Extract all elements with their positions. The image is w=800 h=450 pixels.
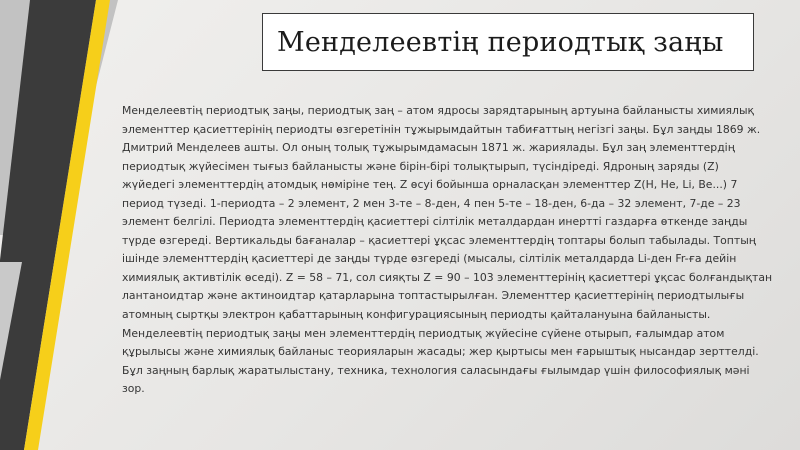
slide-title: Менделеевтің периодтық заңы xyxy=(277,26,724,58)
title-box xyxy=(262,13,754,71)
slide-body-text: Менделеевтің периодтық заңы, периодтық заң – атом ядросы зарядтарының артуына байланысты химиялық элементтер қасиеттерінің периодты өзгеретінін тұжырымдайтын табиғаттың негізгі заңы. Бұл заңды 1869 ж. Дмитрий Менделеев ашты. Ол оның толық тұжырымдамасын 1871 ж. жариялады. Бұл заң элементтердің периодтық жүйесімен тығыз байланысты және бірін-бірі толықтырып, түсіндіреді. Ядроның заряды (Z) жүйедегі элементтердің атомдық нөміріне тең. Z өсуі бойынша орналасқан элементтер Z(H, He, Li, Be...) 7 период түзеді. 1-периодта – 2 элемент, 2 мен 3-те – 8-ден, 4 пен 5-те – 18-ден, 6-да – 32 элемент, 7-де – 23 элемент белгілі. Периодта элементтердің қасиеттері сілтілік металдардан инертті газдарға өткенде заңды түрде өзгереді. Вертикальды бағаналар – қасиеттері ұқсас элементтердің топтары болып табылады. Топтың ішінде элементтердің қасиеттері де заңды түрде өзгереді (мысалы, сілтілік металдарда Li-ден Fr-ға дейін химиялық активтілік өседі). Z = 58 – 71, сол сияқты Z = 90 – 103 элементтерінің қасиеттері ұқсас болғандықтан лантаноидтар және актиноидтар қатарларына топтастырылған. Элементтер қасиеттерінің периодтылығы атомның сыртқы электрон қабаттарының конфигурациясының периодты қайталануына байланысты. Менделеевтің периодтық заңы мен элементтердің периодтық жүйесіне сүйене отырып, ғалымдар атом құрылысы және химиялық байланыс теорияларын жасады; жер қыртысы мен ғарыштық нысандар зерттелді. Бұл заңның барлық жаратылыстану, техника, технология саласындағы ғылымдар үшін философиялық мәні зор. xyxy=(122,104,773,396)
